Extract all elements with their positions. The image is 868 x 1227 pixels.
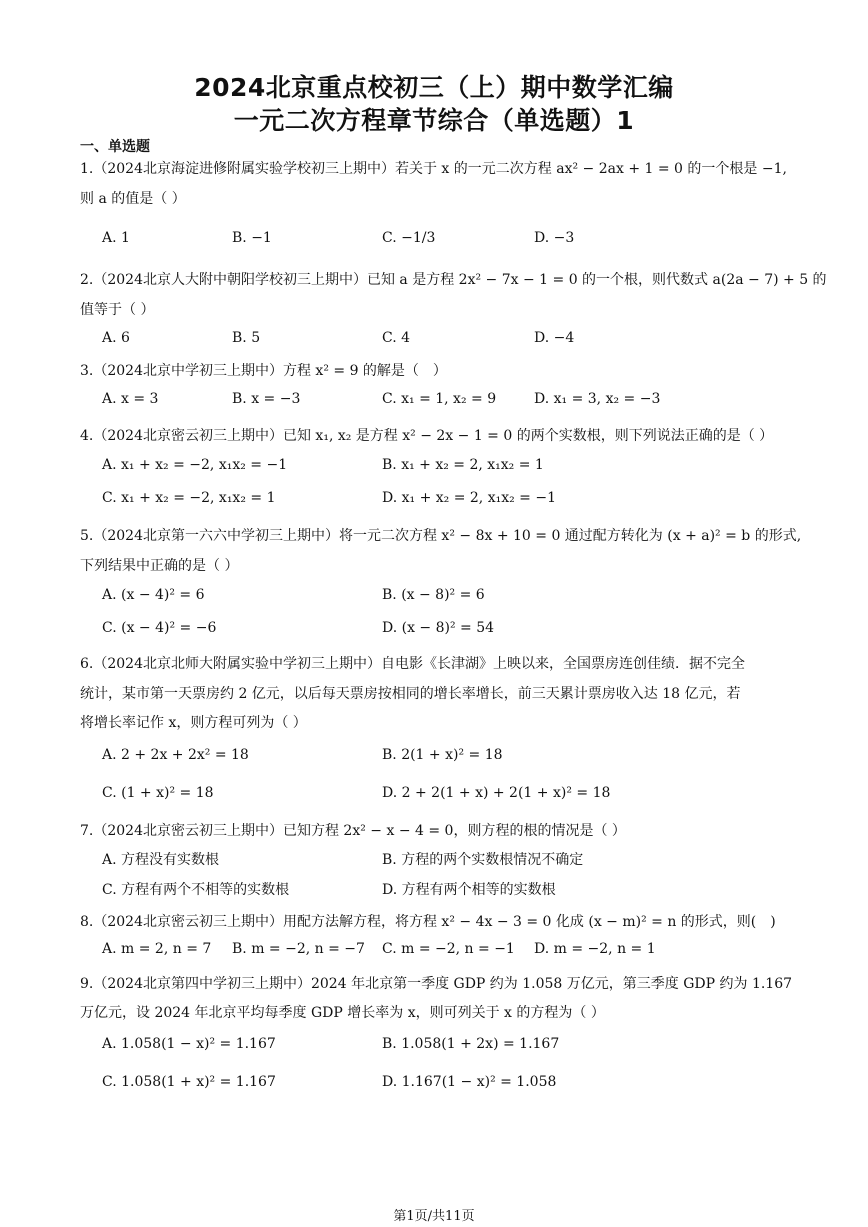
question-6-line-3: 将增长率记作 x，则方程可列为（ ） — [80, 715, 307, 731]
question-5-option-c: C. (x − 4)² = −6 — [102, 620, 217, 636]
question-3-option-c: C. x₁ = 1, x₂ = 9 — [382, 391, 497, 407]
question-5-option-a: A. (x − 4)² = 6 — [102, 587, 205, 603]
question-2-option-b: B. 5 — [232, 330, 261, 346]
question-8-line-1: 8.（2024北京密云初三上期中）用配方法解方程，将方程 x² − 4x − 3 = 0 化成 (x − m)² = n 的形式，则( ) — [80, 914, 776, 930]
question-6-option-c: C. (1 + x)² = 18 — [102, 785, 214, 801]
question-7-option-a: A. 方程没有实数根 — [102, 852, 220, 868]
title-line-2: 一元二次方程章节综合（单选题）1 — [233, 106, 635, 135]
question-9-option-c: C. 1.058(1 + x)² = 1.167 — [102, 1074, 276, 1090]
question-6-line-2: 统计，某市第一天票房约 2 亿元，以后每天票房按相同的增长率增长，前三天累计票房收入达 18 亿元，若 — [80, 686, 741, 702]
question-7-option-c: C. 方程有两个不相等的实数根 — [102, 882, 290, 898]
question-1-option-c: C. −1/3 — [382, 230, 436, 246]
question-8-option-c: C. m = −2, n = −1 — [382, 941, 515, 957]
question-6-option-d: D. 2 + 2(1 + x) + 2(1 + x)² = 18 — [382, 785, 611, 801]
question-1-line-2: 则 a 的值是（ ） — [80, 191, 186, 207]
question-2-line-1: 2.（2024北京人大附中朝阳学校初三上期中）已知 a 是方程 2x² − 7x − 1 = 0 的一个根，则代数式 a(2a − 7) + 5 的 — [80, 272, 827, 288]
question-3-option-a: A. x = 3 — [102, 391, 159, 407]
section-heading: 一、单选题 — [80, 139, 150, 155]
question-7-option-d: D. 方程有两个相等的实数根 — [382, 882, 556, 898]
title-line-1: 2024北京重点校初三（上）期中数学汇编 — [194, 73, 674, 102]
question-8-option-b: B. m = −2, n = −7 — [232, 941, 365, 957]
question-5-line-1: 5.（2024北京第一六六中学初三上期中）将一元二次方程 x² − 8x + 10 = 0 通过配方转化为 (x + a)² = b 的形式, — [80, 528, 802, 544]
question-4-option-d: D. x₁ + x₂ = 2, x₁x₂ = −1 — [382, 490, 556, 506]
question-4-line-1: 4.（2024北京密云初三上期中）已知 x₁, x₂ 是方程 x² − 2x − 1 = 0 的两个实数根，则下列说法正确的是（ ） — [80, 428, 774, 444]
question-3-line-1: 3.（2024北京中学初三上期中）方程 x² = 9 的解是（ ） — [80, 363, 447, 379]
question-1-option-b: B. −1 — [232, 230, 272, 246]
page-footer: 第1页/共11页 — [393, 1209, 475, 1224]
question-9-line-1: 9.（2024北京第四中学初三上期中）2024 年北京第一季度 GDP 约为 1.058 万亿元，第三季度 GDP 约为 1.167 — [80, 976, 793, 992]
question-6-option-a: A. 2 + 2x + 2x² = 18 — [102, 747, 249, 763]
question-2-option-d: D. −4 — [534, 330, 575, 346]
question-2-option-c: C. 4 — [382, 330, 411, 346]
question-7-line-1: 7.（2024北京密云初三上期中）已知方程 2x² − x − 4 = 0，则方程的根的情况是（ ） — [80, 823, 626, 839]
question-4-option-c: C. x₁ + x₂ = −2, x₁x₂ = 1 — [102, 490, 276, 506]
question-6-option-b: B. 2(1 + x)² = 18 — [382, 747, 503, 763]
question-8-option-d: D. m = −2, n = 1 — [534, 941, 656, 957]
question-6-line-1: 6.（2024北京北师大附属实验中学初三上期中）自电影《长津湖》上映以来，全国票房连创佳绩．据不完全 — [80, 656, 745, 672]
question-3-option-b: B. x = −3 — [232, 391, 301, 407]
question-9-option-b: B. 1.058(1 + 2x) = 1.167 — [382, 1036, 560, 1052]
question-7-option-b: B. 方程的两个实数根情况不确定 — [382, 852, 584, 868]
question-9-option-a: A. 1.058(1 − x)² = 1.167 — [102, 1036, 276, 1052]
question-1-line-1: 1.（2024北京海淀进修附属实验学校初三上期中）若关于 x 的一元二次方程 ax² − 2ax + 1 = 0 的一个根是 −1, — [80, 161, 787, 177]
question-1-option-a: A. 1 — [102, 230, 130, 246]
question-2-line-2: 值等于（ ） — [80, 302, 155, 318]
question-9-line-2: 万亿元，设 2024 年北京平均每季度 GDP 增长率为 x，则可列关于 x 的方程为（ ） — [80, 1005, 605, 1021]
question-5-line-2: 下列结果中正确的是（ ） — [80, 558, 239, 574]
question-3-option-d: D. x₁ = 3, x₂ = −3 — [534, 391, 661, 407]
question-9-option-d: D. 1.167(1 − x)² = 1.058 — [382, 1074, 557, 1090]
question-4-option-b: B. x₁ + x₂ = 2, x₁x₂ = 1 — [382, 457, 544, 473]
question-1-option-d: D. −3 — [534, 230, 575, 246]
question-8-option-a: A. m = 2, n = 7 — [102, 941, 212, 957]
question-4-option-a: A. x₁ + x₂ = −2, x₁x₂ = −1 — [102, 457, 288, 473]
question-2-option-a: A. 6 — [102, 330, 130, 346]
question-5-option-d: D. (x − 8)² = 54 — [382, 620, 495, 636]
question-5-option-b: B. (x − 8)² = 6 — [382, 587, 485, 603]
